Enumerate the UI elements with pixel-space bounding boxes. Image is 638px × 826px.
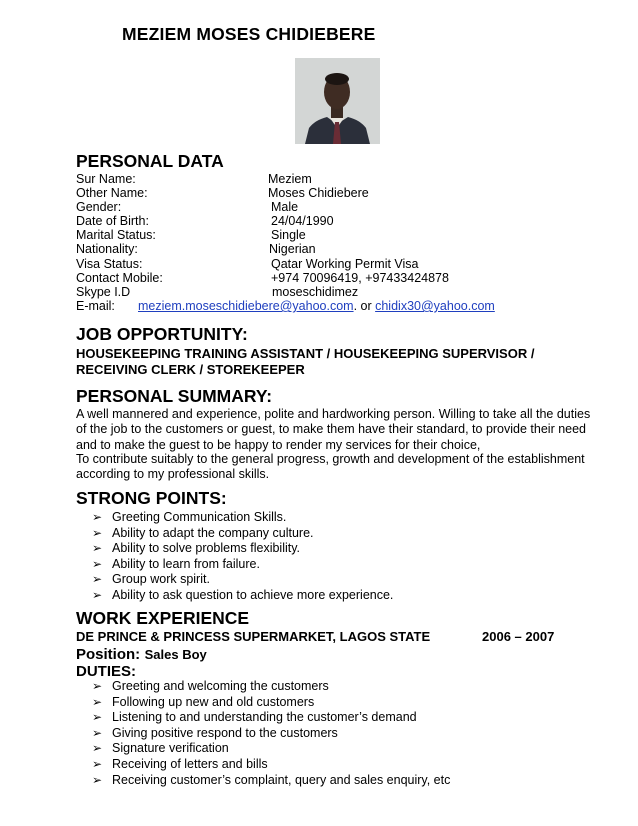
- data-value: Meziem: [268, 172, 312, 186]
- data-label: Sur Name:: [76, 172, 136, 186]
- data-label: Visa Status:: [76, 257, 143, 271]
- list-item: ➢ Giving positive respond to the customers: [92, 725, 338, 740]
- list-item: ➢ Following up new and old customers: [92, 694, 315, 709]
- data-label: Gender:: [76, 200, 122, 214]
- email-link-secondary[interactable]: chidix30@yahoo.com: [375, 299, 495, 313]
- job-opportunity-heading: JOB OPPORTUNITY:: [76, 324, 248, 344]
- list-item: ➢ Signature verification: [92, 741, 229, 756]
- employment-period: 2006 – 2007: [482, 629, 555, 644]
- list-item: ➢ Greeting and welcoming the customers: [92, 679, 329, 693]
- data-label: Other Name:: [76, 186, 148, 200]
- position-value: Sales Boy: [144, 647, 207, 662]
- data-label: Contact Mobile:: [76, 271, 163, 285]
- data-value: Single: [271, 228, 306, 242]
- email-separator: . or: [353, 299, 376, 313]
- strong-points-heading: STRONG POINTS:: [76, 488, 227, 508]
- summary-paragraph-1: A well mannered and experience, polite and hardworking person. Willing to take all the duties of the job to the customers or guest, to make them have their standard, to provide their need and to make the guest to be happy to render my services for their choice,: [76, 407, 591, 452]
- summary-paragraph-2: To contribute suitably to the general progress, growth and development of the establishment according to my professional skills.: [76, 452, 585, 482]
- data-value: Qatar Working Permit Visa: [271, 257, 419, 271]
- list-item: ➢ Ability to solve problems flexibility.: [92, 541, 301, 556]
- arrow-bullet-icon: ➢: [92, 694, 103, 709]
- arrow-bullet-icon: ➢: [92, 572, 103, 587]
- arrow-bullet-icon: ➢: [92, 525, 103, 540]
- arrow-bullet-icon: ➢: [92, 587, 103, 602]
- arrow-bullet-icon: ➢: [92, 541, 103, 556]
- arrow-bullet-icon: ➢: [92, 710, 103, 725]
- data-value: moseschidimez: [272, 285, 359, 299]
- data-value: Nigerian: [269, 242, 316, 256]
- resume-name: MEZIEM MOSES CHIDIEBERE: [122, 24, 376, 44]
- list-item: ➢ Ability to adapt the company culture.: [92, 525, 314, 540]
- arrow-bullet-icon: ➢: [92, 556, 103, 571]
- data-label: Skype I.D: [76, 285, 131, 299]
- data-label: Date of Birth:: [76, 214, 149, 228]
- email-label: E-mail:: [76, 299, 115, 313]
- job-opportunity-line-1: HOUSEKEEPING TRAINING ASSISTANT / HOUSEKEEPING SUPERVISOR /: [76, 346, 535, 361]
- job-opportunity-line-2: RECEIVING CLERK / STOREKEEPER: [76, 362, 305, 377]
- list-item: ➢ Ability to learn from failure.: [92, 556, 260, 571]
- list-item: ➢ Listening to and understanding the customer’s demand: [92, 710, 417, 725]
- personal-data-heading: PERSONAL DATA: [76, 151, 224, 171]
- arrow-bullet-icon: ➢: [92, 510, 103, 524]
- list-item: ➢ Greeting Communication Skills.: [92, 510, 287, 524]
- employer-name: DE PRINCE & PRINCESS SUPERMARKET, LAGOS STATE: [76, 629, 431, 644]
- strong-points-list: [92, 510, 393, 604]
- arrow-bullet-icon: ➢: [92, 725, 103, 740]
- list-item: ➢ Ability to ask question to achieve more experience.: [92, 587, 394, 602]
- profile-photo: [295, 58, 380, 144]
- data-value: 24/04/1990: [271, 214, 334, 228]
- position-line: [76, 646, 207, 664]
- data-value: Moses Chidiebere: [268, 186, 369, 200]
- list-item: ➢ Group work spirit.: [92, 572, 210, 587]
- data-label: Nationality:: [76, 242, 138, 256]
- list-item: ➢ Receiving customer’s complaint, query and sales enquiry, etc: [92, 772, 451, 787]
- arrow-bullet-icon: ➢: [92, 679, 103, 693]
- duties-list: [92, 679, 450, 788]
- duties-heading: DUTIES:: [76, 663, 136, 680]
- data-value: Male: [271, 200, 299, 214]
- data-label: Marital Status:: [76, 228, 156, 242]
- email-link-primary[interactable]: meziem.moseschidiebere@yahoo.com: [138, 299, 354, 313]
- list-item: ➢ Receiving of letters and bills: [92, 756, 268, 771]
- personal-summary-heading: PERSONAL SUMMARY:: [76, 386, 273, 406]
- position-label: Position:: [76, 646, 141, 663]
- arrow-bullet-icon: ➢: [92, 772, 103, 787]
- data-value: +974 70096419, +97433424878: [271, 271, 449, 285]
- arrow-bullet-icon: ➢: [92, 741, 103, 756]
- arrow-bullet-icon: ➢: [92, 756, 103, 771]
- work-experience-heading: WORK EXPERIENCE: [76, 608, 250, 628]
